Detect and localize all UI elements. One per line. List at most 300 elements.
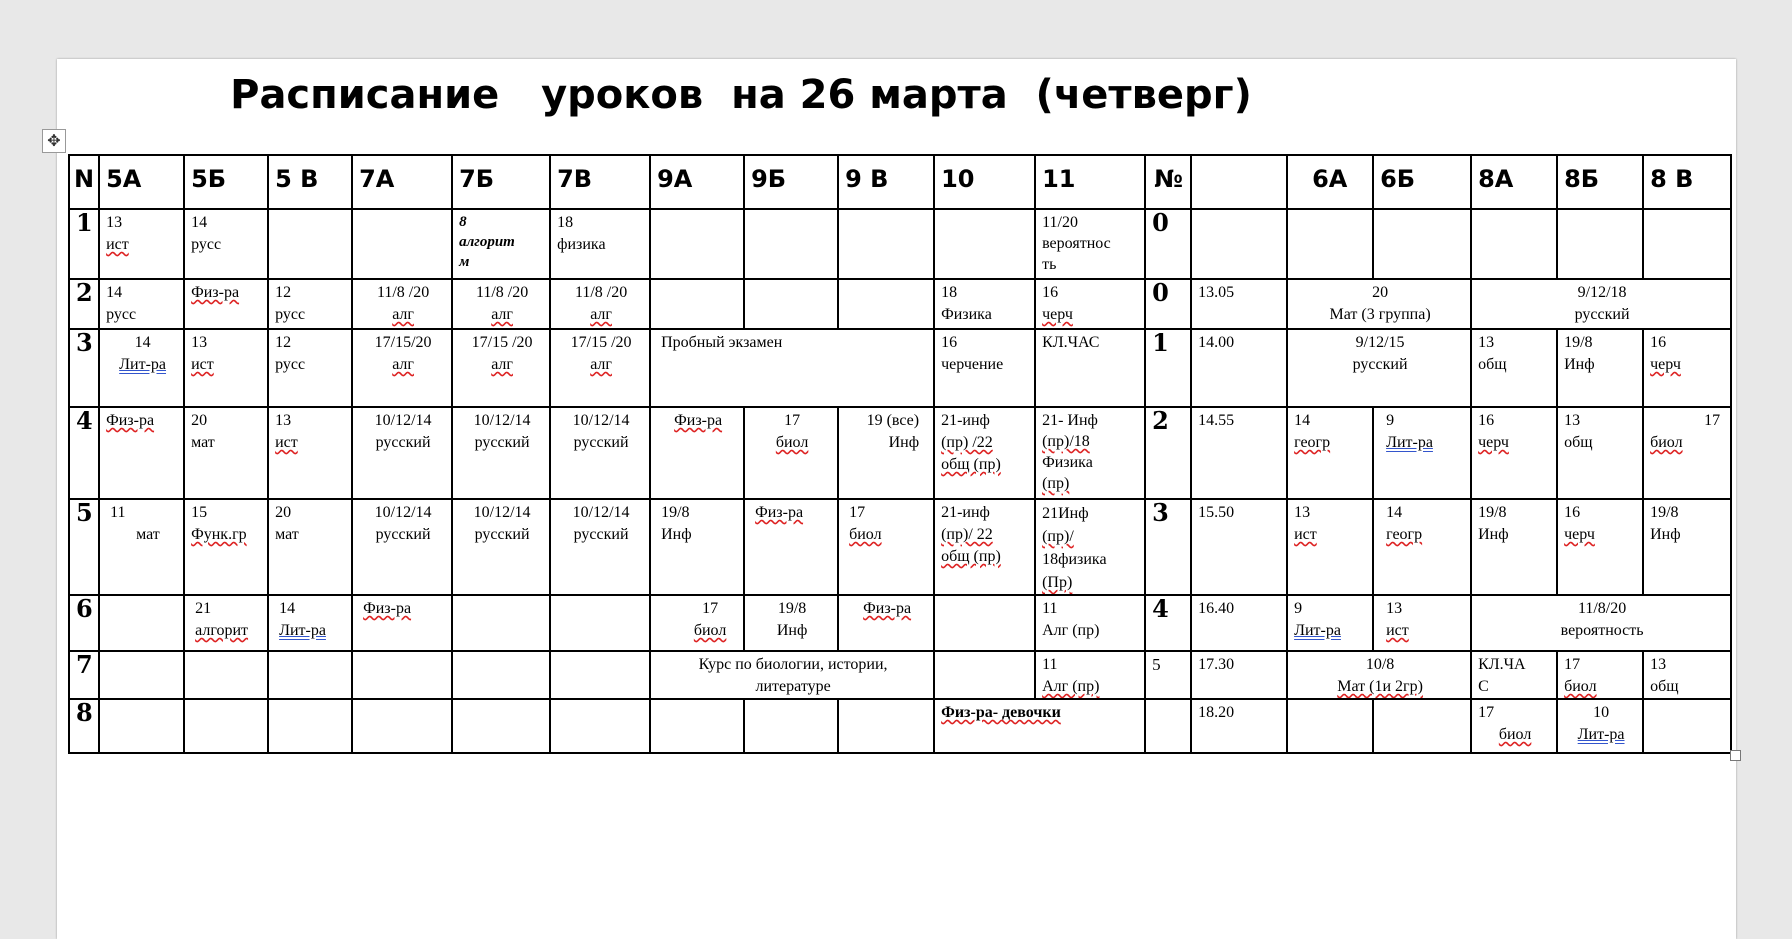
header-cell: 5Б [184,155,268,209]
subject: русский [375,526,431,543]
subject: биол [849,526,882,543]
cell-5v [268,329,352,407]
subject: алг [491,306,513,323]
room-number: 10 [1593,704,1610,721]
subject: Лит-ра [1294,622,1341,639]
lesson-number: 0 [1145,279,1191,329]
cell-8v [1643,329,1731,407]
room-number: 16 [1650,334,1667,351]
subject: Инф [1650,526,1681,543]
header-cell: 8Б [1557,155,1643,209]
subject: мат [191,434,215,451]
room-number: 11/8 /20 [475,284,529,301]
cell-7v [550,279,650,329]
subject: ист [1386,622,1409,639]
subject: русский [375,434,431,451]
subject: Алг (пр) [1042,678,1100,695]
header-cell: 8 В [1643,155,1731,209]
cell-10 [934,595,1035,651]
cell-6a [1287,699,1373,753]
cell-5v [268,407,352,499]
table-row [69,595,1731,651]
room-number: 14 [106,284,123,301]
cell-5b [184,699,268,753]
room-number: 17 [1704,412,1721,429]
cell-5a [99,407,184,499]
room-number: 19 (все) [866,412,920,429]
room-number: 17/15 /20 [471,334,533,351]
cell-time: 15.50 [1191,499,1287,595]
subject: мат [136,526,160,543]
subject: ист [106,236,129,253]
subject: общ [1650,678,1679,695]
subject: (пр) /22 [941,434,993,451]
cell-10 [934,329,1035,407]
subject: Курс по биологии, истории, [698,656,888,673]
cell-5b [184,279,268,329]
subject: Лит-ра [119,356,167,373]
header-cell [1191,155,1287,209]
row-number: 1 [69,209,99,279]
table-move-handle-icon[interactable]: ✥ [42,129,66,153]
room-number: 11/8 /20 [574,284,628,301]
room-number: 14 [191,214,208,231]
cell-7v [550,407,650,499]
row-number: 2 [69,279,99,329]
room-number: 13 [1386,600,1403,617]
subject: Физ-ра [674,412,723,429]
lesson-number: 4 [1145,595,1191,651]
subject: (пр)/ 22 [941,526,993,543]
cell-9a [650,407,744,499]
room-number: 17/15 /20 [570,334,632,351]
subject: русский [474,434,530,451]
room-number: 19/8 [661,504,690,521]
subject: вероятность [1560,622,1644,639]
cell-7b [452,279,550,329]
cell-5a [99,499,184,595]
table-row [69,329,1731,407]
subject: вероятнос [1042,235,1111,252]
subject: Инф [888,434,920,451]
cell-8b [1557,209,1643,279]
cell-5a [99,209,184,279]
cell-9a [650,699,744,753]
cell-5b [184,329,268,407]
header-cell: 7В [550,155,650,209]
room-number: 21 [195,600,212,617]
cell-9abv [650,651,934,699]
cell-9v [838,209,934,279]
cell-7b [452,699,550,753]
cell-8b [1557,499,1643,595]
cell-5b [184,209,268,279]
room-number: 11/8/20 [1577,600,1627,617]
cell-7b [452,209,550,279]
cell-8v [1643,209,1731,279]
room-number: 11 [110,504,126,521]
room-number: 10/12/14 [473,504,531,521]
subject: Лит-ра [1577,726,1625,743]
header-cell: 5 В [268,155,352,209]
subject: ист [191,356,214,373]
header-cell: N [69,155,99,209]
cell-7a [352,651,452,699]
room-number: 10/12/14 [572,504,630,521]
row-number: 3 [69,329,99,407]
subject: русский [1574,306,1630,323]
subject: Лит-ра [279,622,326,639]
table-row [69,699,1731,753]
room-number: 20 [1372,284,1389,301]
title-text: Расписание уроков на 26 марта (четверг) [230,72,1252,118]
cell-7v [550,699,650,753]
room-number: 12 [275,334,292,351]
cell-time: 14.00 [1191,329,1287,407]
cell-8v [1643,407,1731,499]
room-number: 21-инф [941,412,990,429]
subject: алг [491,356,513,373]
subject: биол [1564,678,1597,695]
room-number: 19/8 [777,600,807,617]
room-number: 21- Инф [1042,412,1098,429]
table-row [69,407,1731,499]
room-number: 17/15/20 [374,334,432,351]
subject: Лит-ра [1386,434,1433,451]
schedule-table [68,154,1732,754]
cell-10 [934,279,1035,329]
subject: алг [590,306,612,323]
room-number: 13 [106,214,123,231]
cell-9b [744,209,838,279]
subject: Мат (3 группа) [1329,306,1431,323]
cell-5a [99,279,184,329]
cell-7b [452,329,550,407]
room-number: 18 [557,214,574,231]
cell-6ab [1287,651,1471,699]
room-number: 13 [1478,334,1495,351]
subject-cont: общ (пр) [941,456,1001,473]
cell-6a [1287,209,1373,279]
cell-9b [744,407,838,499]
header-cell: 8А [1471,155,1557,209]
cell-5v [268,595,352,651]
header-cell: 7Б [452,155,550,209]
room-number: 14 [1386,504,1403,521]
cell-6b [1373,595,1471,651]
subject: КЛ.ЧАС [1042,334,1100,351]
cell-11 [1035,651,1145,699]
row-number: 6 [69,595,99,651]
cell-8a [1471,651,1557,699]
cell-6b [1373,407,1471,499]
cell-10 [934,651,1035,699]
table-row [69,209,1731,279]
cell-6a [1287,499,1373,595]
cell-7b [452,499,550,595]
cell-5v [268,699,352,753]
subject: ист [1294,526,1317,543]
cell-8a [1471,209,1557,279]
room-number: 11/8 /20 [376,284,430,301]
room-number: 15 [191,504,208,521]
cell-11 [1035,209,1145,279]
room-number: 9/12/15 [1355,334,1405,351]
room-number: 10/12/14 [572,412,630,429]
subject-cont: С [1478,678,1489,695]
header-cell: 9А [650,155,744,209]
cell-5v [268,499,352,595]
room-number: 9 [1386,412,1395,429]
cell-6b [1373,209,1471,279]
room-number: 10/12/14 [374,412,432,429]
cell-5b [184,499,268,595]
subject: ист [275,434,298,451]
cell-5b [184,595,268,651]
subject: русский [474,526,530,543]
room-number: 8 [459,214,467,230]
table-row [69,499,1731,595]
cell-6ab [1287,329,1471,407]
subject: Инф [1564,356,1595,373]
subject: Пробный экзамен [661,334,783,351]
row-number: 5 [69,499,99,595]
room-number: 11/20 [1042,214,1078,231]
cell-8a [1471,329,1557,407]
room-number: 9 [1294,600,1303,617]
subject: общ [1564,434,1593,451]
subject-cont: литературе [755,678,831,695]
cell-8a [1471,699,1557,753]
subject: русский [1352,356,1408,373]
cell-5a [99,651,184,699]
lesson-number: 2 [1145,407,1191,499]
subject: биол [1498,726,1532,743]
cell-9v [838,699,934,753]
room-number: 17 [1478,704,1495,721]
room-number: 20 [191,412,208,429]
cell-8b [1557,329,1643,407]
cell-5a [99,699,184,753]
cell-5b [184,651,268,699]
cell-8a [1471,407,1557,499]
cell-7v [550,651,650,699]
room-number: 16 [941,334,958,351]
subject: Алг (пр) [1042,622,1100,639]
subject: алг [392,306,414,323]
subject: геогр [1386,526,1423,543]
room-number: 14 [279,600,296,617]
cell-7b [452,595,550,651]
cell-10 [934,499,1035,595]
header-cell: 11 [1035,155,1145,209]
room-number: 21Инф [1042,505,1089,522]
subject: черч [1650,356,1681,373]
room-number: 13 [1650,656,1667,673]
subject: биол [693,622,727,639]
subject: черч [1564,526,1595,543]
room-number: 17 [1564,656,1581,673]
subject-cont: (пр) [1042,475,1070,492]
room-number: 13 [191,334,208,351]
cell-11 [1035,407,1145,499]
subject-cont: Физика [1042,454,1093,471]
cell-6ab [1287,279,1471,329]
cell-time: 18.20 [1191,699,1287,753]
cell-5a [99,595,184,651]
cell-5b [184,407,268,499]
room-number: 10/12/14 [473,412,531,429]
subject: русс [191,236,222,253]
subject: черч [1042,306,1073,323]
table-row [69,279,1731,329]
subject-cont: 18физика [1042,551,1107,568]
lesson-number: 1 [1145,329,1191,407]
cell-9v [838,595,934,651]
cell-7a [352,329,452,407]
header-cell: 6А [1287,155,1373,209]
page-title [0,72,1792,118]
room-number: 14 [1294,412,1311,429]
subject: русс [275,356,306,373]
room-number: 17 [784,412,801,429]
cell-11 [1035,329,1145,407]
header-cell: 9 В [838,155,934,209]
room-number: 17 [702,600,719,617]
cell-7b [452,651,550,699]
cell-time: 17.30 [1191,651,1287,699]
room-number: 11 [1042,600,1058,617]
cell-8abv [1471,279,1731,329]
cell-8v [1643,499,1731,595]
cell-10 [934,407,1035,499]
cell-9v [838,407,934,499]
cell-6a [1287,407,1373,499]
room-number: 19/8 [1478,504,1507,521]
cell-9a [650,279,744,329]
subject-cont: м [459,254,470,270]
header-cell: 7А [352,155,452,209]
cell-10 [934,209,1035,279]
cell-7v [550,595,650,651]
row-number: 7 [69,651,99,699]
cell-10-11 [934,699,1145,753]
cell-9b [744,595,838,651]
room-number: 19/8 [1650,504,1679,521]
cell-7v [550,209,650,279]
subject: алгорит [459,234,515,250]
subject: русс [275,306,306,323]
subject: Физика [941,306,992,323]
cell-8b [1557,651,1643,699]
subject: Мат (1и 2гр) [1337,678,1423,695]
header-cell: 6Б [1373,155,1471,209]
subject: Инф [776,622,808,639]
subject: Инф [1478,526,1509,543]
cell-9abv [650,329,934,407]
cell-11 [1035,279,1145,329]
subject: геогр [1294,434,1331,451]
cell-5v [268,279,352,329]
subject: Физ-ра [106,412,155,429]
header-cell: 5А [99,155,184,209]
row-number: 4 [69,407,99,499]
subject: биол [1650,434,1683,451]
subject: Физ-ра [191,284,240,301]
subject: Физ-ра [863,600,912,617]
lesson-number: 3 [1145,499,1191,595]
room-number: 20 [275,504,292,521]
row-number: 8 [69,699,99,753]
subject: Физ-ра [755,504,804,521]
cell-9a [650,209,744,279]
cell-8b [1557,407,1643,499]
cell-9a [650,499,744,595]
subject: физика [557,236,606,253]
subject: русс [106,306,137,323]
table-resize-handle[interactable] [1730,750,1741,761]
room-number: 13 [1294,504,1311,521]
cell-6b [1373,499,1471,595]
cell-9b [744,699,838,753]
subject-cont: (Пр) [1042,574,1073,591]
cell-7a [352,595,452,651]
cell-7b [452,407,550,499]
header-row [69,155,1731,209]
subject: Инф [661,526,692,543]
subject: алг [590,356,612,373]
header-cell: 9Б [744,155,838,209]
cell-8b [1557,699,1643,753]
room-number: 16 [1478,412,1495,429]
subject: (пр)/ [1042,528,1074,545]
cell-8v [1643,651,1731,699]
cell-7a [352,699,452,753]
cell-11 [1035,595,1145,651]
cell-5a [99,329,184,407]
lesson-number [1145,699,1191,753]
room-number: 13 [275,412,292,429]
room-number: 21-инф [941,504,990,521]
subject: алгорит [195,622,249,639]
cell-7a [352,209,452,279]
cell-5v [268,651,352,699]
room-number: 17 [849,504,866,521]
cell-8v [1643,699,1731,753]
subject: черч [1478,434,1509,451]
cell-9b [744,499,838,595]
room-number: 9/12/18 [1577,284,1627,301]
cell-time [1191,209,1287,279]
lesson-number: 0 [1145,209,1191,279]
subject: алг [392,356,414,373]
subject: черчение [941,356,1004,373]
room-number: 18 [941,284,958,301]
room-number: 10/8 [1365,656,1395,673]
header-cell: № [1145,155,1191,209]
cell-9b [744,279,838,329]
room-number: 11 [1042,656,1058,673]
room-number: 10/12/14 [374,504,432,521]
cell-7v [550,499,650,595]
cell-9v [838,279,934,329]
subject-cont: ть [1042,256,1057,273]
cell-9v [838,499,934,595]
room-number: 14 [134,334,151,351]
subject: Функ.гр [191,526,247,543]
cell-7a [352,279,452,329]
room-number: 16 [1564,504,1581,521]
